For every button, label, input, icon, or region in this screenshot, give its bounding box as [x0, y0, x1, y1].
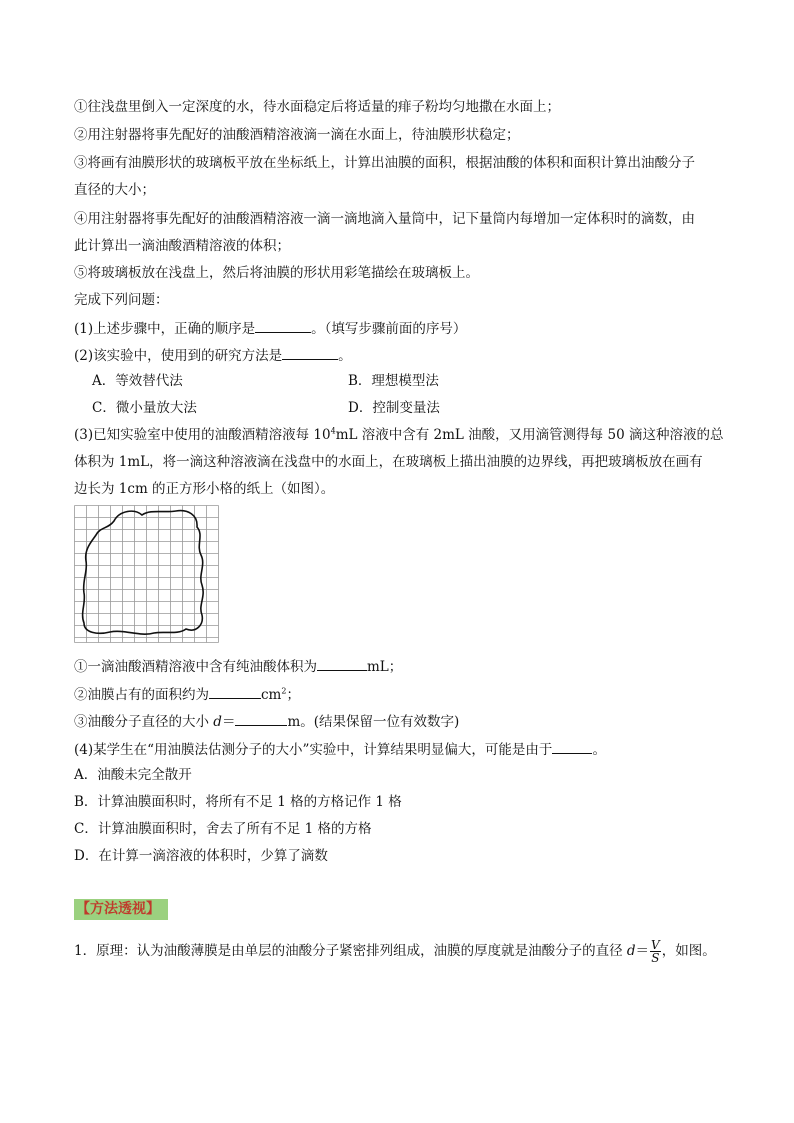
- q3-s1-text: ①一滴油酸酒精溶液中含有纯油酸体积为: [74, 659, 317, 675]
- fraction-numerator: V: [651, 938, 660, 952]
- step-3-cont: 直径的大小；: [74, 182, 155, 198]
- question-3-sub-2: [74, 684, 300, 704]
- step-2: ②用注射器将事先配好的油酸酒精溶液滴一滴在水面上，待油膜形状稳定；: [74, 127, 520, 143]
- question-3-line-1: [74, 426, 723, 444]
- q1-note: 。（填写步骤前面的序号）: [311, 321, 467, 337]
- prompt: 完成下列问题：: [74, 292, 169, 308]
- q3-s3-eq: ＝: [221, 714, 236, 730]
- step-3: ③将画有油膜形状的玻璃板平放在坐标纸上，计算出油膜的面积，根据油酸的体积和面积计算出油酸分子: [74, 155, 695, 171]
- step-4-cont: 此计算出一滴油酸酒精溶液的体积；: [74, 238, 290, 254]
- q3-s1-unit: mL；: [367, 659, 403, 675]
- step-5: ⑤将玻璃板放在浅盘上，然后将油膜的形状用彩笔描绘在玻璃板上。: [74, 265, 479, 281]
- v-over-s-fraction: [650, 939, 661, 964]
- question-4: [74, 739, 606, 759]
- fraction-denominator: S: [651, 951, 660, 965]
- method-eq: ＝: [635, 943, 650, 959]
- q2-text: (2)该实验中，使用到的研究方法是: [74, 348, 283, 364]
- q3-s3-unit: m。(结果保留一位有效数字): [287, 714, 460, 730]
- q3-s2-text: ②油膜占有的面积约为: [74, 687, 209, 703]
- q1-blank[interactable]: [255, 318, 311, 333]
- q2-end: 。: [338, 348, 352, 364]
- q3-s3-blank[interactable]: [235, 711, 287, 726]
- q3-l1-sup: 4: [330, 426, 336, 436]
- q4-option-a: A．油酸未完全散开: [74, 767, 192, 783]
- grid-svg: [74, 505, 219, 643]
- q4-option-b: B．计算油膜面积时，将所有不足 1 格的方格记作 1 格: [74, 794, 402, 810]
- q2-option-c: C．微小量放大法: [92, 400, 197, 416]
- step-4: ④用注射器将事先配好的油酸酒精溶液一滴一滴地滴入量筒中，记下量筒内每增加一定体积时的滴数，由: [74, 211, 695, 227]
- q3-l1-b: mL 溶液中含有 2mL 油酸，又用滴管测得每 50 滴这种溶液的总: [335, 427, 724, 443]
- question-3-sub-3: [74, 711, 459, 731]
- question-3-line-2: 体积为 1mL，将一滴这种溶液滴在浅盘中的水面上，在玻璃板上描出油膜的边界线，再把玻璃板放在画有: [74, 454, 703, 470]
- step-1: ①往浅盘里倒入一定深度的水，待水面稳定后将适量的痱子粉均匀地撒在水面上；: [74, 99, 560, 115]
- q3-s2-end: ；: [286, 687, 300, 703]
- q2-blank[interactable]: [282, 345, 338, 360]
- q3-s2-unit: cm: [261, 687, 282, 703]
- question-3-sub-1: [74, 656, 402, 676]
- q3-s3-var: d: [213, 714, 222, 730]
- method-text: 1．原理：认为油酸薄膜是由单层的油酸分子紧密排列组成，油膜的厚度就是油酸分子的直径: [74, 943, 627, 959]
- q2-option-a: A．等效替代法: [92, 373, 183, 389]
- q2-option-d: D．控制变量法: [348, 400, 440, 416]
- oil-film-grid-figure: [74, 505, 219, 643]
- method-badge: 【方法透视】: [74, 899, 168, 920]
- q4-end: 。: [592, 742, 606, 758]
- method-var: d: [626, 943, 636, 959]
- method-principle: [74, 936, 716, 966]
- q3-s2-sup: 2: [281, 686, 287, 696]
- q4-blank[interactable]: [552, 739, 592, 754]
- q2-option-b: B．理想模型法: [348, 373, 439, 389]
- q3-l1-a: (3)已知实验室中使用的油酸酒精溶液每 10: [74, 427, 331, 443]
- q3-s2-blank[interactable]: [209, 684, 261, 699]
- question-3-line-3: 边长为 1cm 的正方形小格的纸上（如图）。: [74, 481, 335, 497]
- q4-text: (4)某学生在“用油膜法估测分子的大小”实验中，计算结果明显偏大，可能是由于: [74, 742, 553, 758]
- question-1: [74, 318, 466, 338]
- q3-s3-text: ③油酸分子直径的大小: [74, 714, 214, 730]
- q3-s1-blank[interactable]: [317, 656, 367, 671]
- question-2: [74, 345, 352, 365]
- q4-option-c: C．计算油膜面积时，舍去了所有不足 1 格的方格: [74, 821, 372, 837]
- q4-option-d: D．在计算一滴溶液的体积时，少算了滴数: [74, 848, 328, 864]
- method-end: ，如图。: [661, 943, 716, 959]
- q1-text: (1)上述步骤中，正确的顺序是: [74, 321, 256, 337]
